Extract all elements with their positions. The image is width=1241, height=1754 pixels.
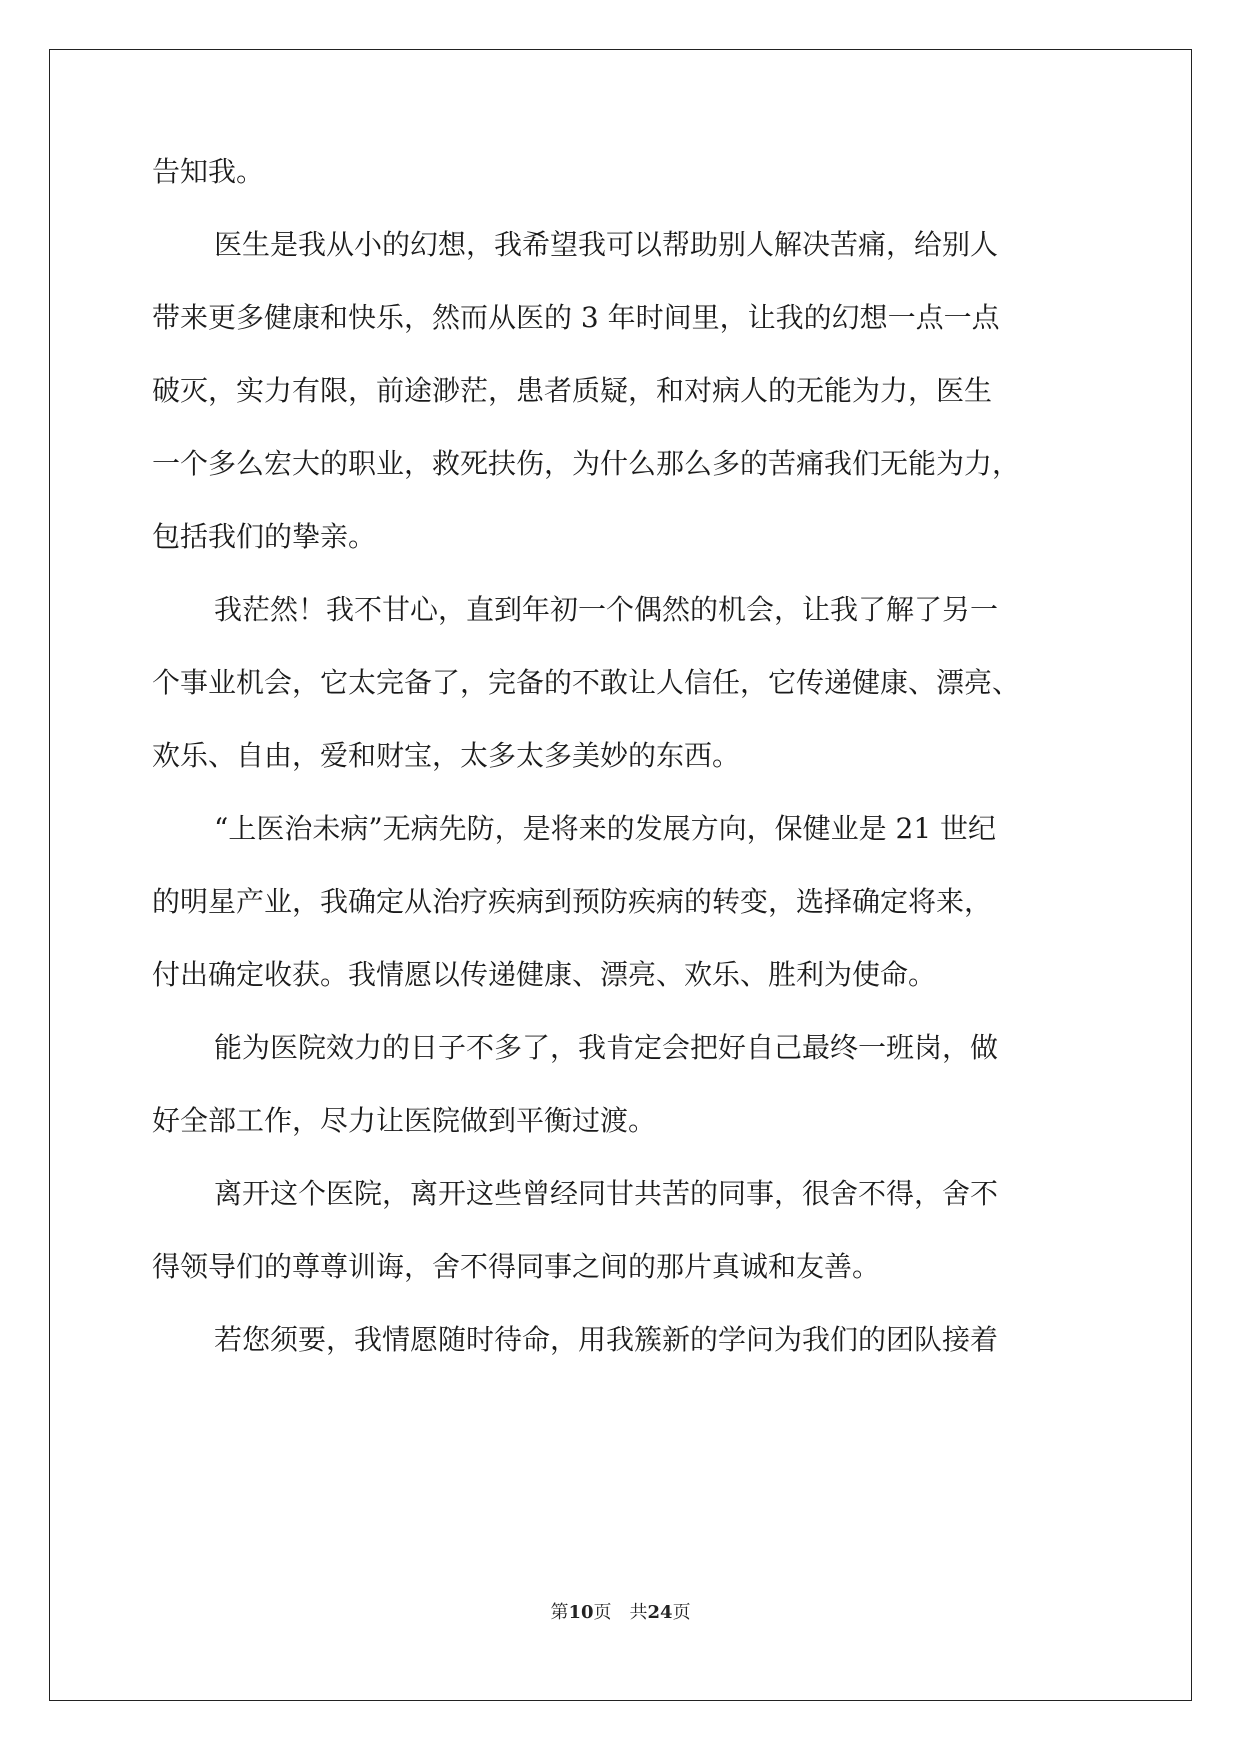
text-line: 好全部工作，尽力让医院做到平衡过渡。: [152, 1104, 657, 1137]
text-line: 得领导们的尊尊训诲，舍不得同事之间的那片真诚和友善。: [152, 1250, 881, 1283]
text-line: 离开这个医院，离开这些曾经同甘共苦的同事，很舍不得，舍不: [214, 1177, 999, 1210]
text-line: “上医治未病”无病先防，是将来的发展方向，保健业是 21 世纪: [214, 812, 997, 845]
text-line: 的明星产业，我确定从治疗疾病到预防疾病的转变，选择确定将来，: [152, 885, 993, 918]
text-line: 若您须要，我情愿随时待命，用我簇新的学问为我们的团队接着: [214, 1323, 999, 1356]
text-line: 个事业机会，它太完备了，完备的不敢让人信任，它传递健康、漂亮、: [152, 666, 1021, 699]
text-line: 我茫然！我不甘心，直到年初一个偶然的机会，让我了解了另一: [214, 593, 999, 626]
page-footer: [0, 1598, 1241, 1624]
text-line: 破灭，实力有限，前途渺茫，患者质疑，和对病人的无能为力，医生: [152, 374, 993, 407]
text-line: 带来更多健康和快乐，然而从医的 3 年时间里，让我的幻想一点一点: [152, 301, 1000, 334]
text-line: 包括我们的挚亲。: [152, 520, 377, 553]
footer-suffix: 页: [672, 1602, 691, 1623]
footer-mid: 页 共: [593, 1602, 648, 1623]
text-line: 医生是我从小的幻想，我希望我可以帮助别人解决苦痛，给别人: [214, 228, 999, 261]
text-line: 告知我。: [152, 155, 265, 188]
footer-total-pages: 24: [647, 1602, 673, 1623]
text-line: 欢乐、自由，爱和财宝，太多太多美妙的东西。: [152, 739, 741, 772]
text-line: 一个多么宏大的职业，救死扶伤，为什么那么多的苦痛我们无能为力，: [152, 447, 1021, 480]
page-border: [49, 49, 1192, 1701]
text-line: 能为医院效力的日子不多了，我肯定会把好自己最终一班岗，做: [214, 1031, 999, 1064]
footer-prefix: 第: [550, 1602, 569, 1623]
text-line: 付出确定收获。我情愿以传递健康、漂亮、欢乐、胜利为使命。: [152, 958, 937, 991]
footer-page-number: 10: [568, 1602, 594, 1623]
